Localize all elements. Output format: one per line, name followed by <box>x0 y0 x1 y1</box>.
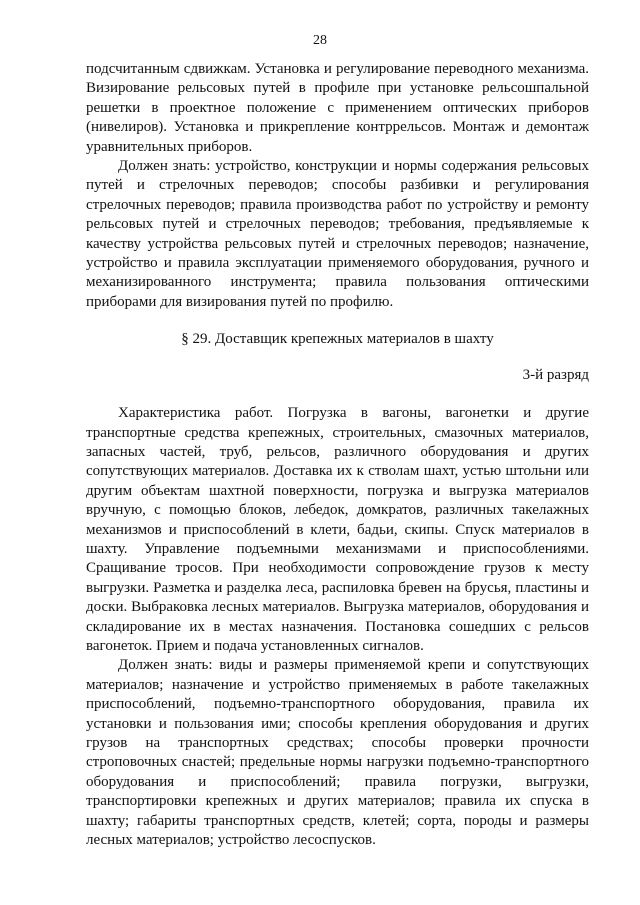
page-number: 28 <box>313 33 327 48</box>
section-heading: § 29. Доставщик крепежных материалов в шахту <box>181 331 494 348</box>
paragraph-continuation: подсчитанным сдвижкам. Установка и регулирование переводного механизма. Визирование рельсовых путей в профиле при установке рельсошпальной решетки в проектное положение с применением оптических приборов (нивелиров). Установка и прикрепление контррельсов. Монтаж и демонтаж уравнительных приборов. <box>86 61 589 155</box>
paragraph-must-know-previous: Должен знать: устройство, конструкции и нормы содержания рельсовых путей и стрелочных переводов; способы разбивки и регулирования стрелочных переводов; правила производства работ по устройству и ремонту рельсовых путей и стрелочных переводов; требования, предъявляемые к качеству устройства рельсовых путей и стрелочных переводов; назначение, устройство и правила эксплуатации применяемого оборудования, ручного и механизированного инструмента; правила пользования оптическими приборами для визирования путей по профилю. <box>86 158 589 310</box>
document-body <box>86 60 589 850</box>
grade-label: 3-й разряд <box>522 366 589 383</box>
paragraph-work-characteristic: Характеристика работ. Погрузка в вагоны, вагонетки и другие транспортные средства крепежных, строительных, смазочных материалов, запасных частей, труб, рельсов, различного оборудования и других сопутствующих материалов. Доставка их к стволам шахт, устью штольни или другим объектам шахтной поверхности, погрузка и выгрузка материалов вручную, с помощью блоков, лебедок, домкратов, различных такелажных механизмов и приспособлений в клети, бадьи, скипы. Спуск материалов в шахту. Управление подъемными механизмами и приспособлениями. Сращивание тросов. При необходимости сопровождение грузов к месту выгрузки. Разметка и разделка леса, распиловка бревен на брусья, пластины и доски. Выбраковка лесных материалов. Выгрузка материалов, оборудования и складирование их в местах назначения. Постановка сошедших с рельсов вагонеток. Прием и подача установленных сигналов. <box>86 405 589 654</box>
paragraph-must-know: Должен знать: виды и размеры применяемой крепи и сопутствующих материалов; назначение и устройство применяемых в работе такелажных приспособлений, подъемно-транспортного оборудования, правила их установки и пользования ими; способы крепления оборудования и других грузов на транспортных средствах; способы проверки прочности строповочных снастей; предельные нормы нагрузки подъемно-транспортного оборудования и приспособлений; правила погрузки, выгрузки, транспортировки крепежных и других материалов; правила их спуска в шахту; габариты транспортных средств, клетей; сорта, породы и размеры лесных материалов; устройство лесоспусков. <box>86 657 589 849</box>
